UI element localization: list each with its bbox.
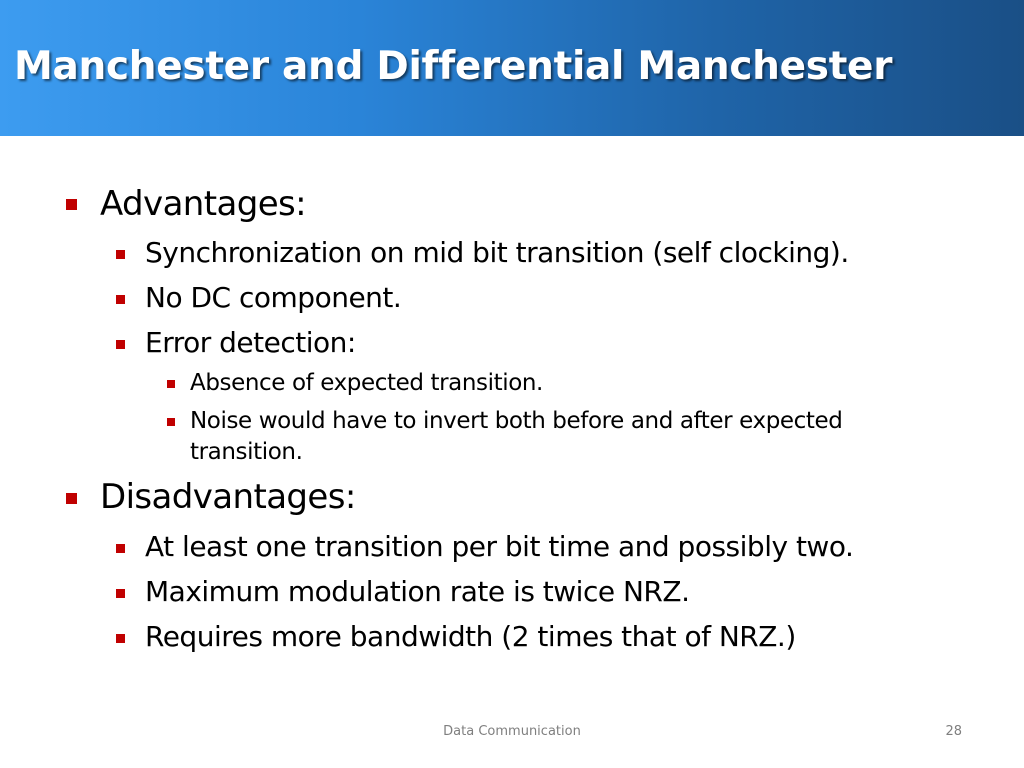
bullet-square-icon [116, 634, 125, 643]
bullet-square-icon [167, 380, 175, 388]
bullet-square-icon [66, 199, 77, 210]
bullet-square-icon [116, 340, 125, 349]
bullet-square-icon [116, 250, 125, 259]
footer-text: Data Communication [443, 724, 581, 739]
error-detection-item: Absence of expected transition. [190, 370, 543, 396]
advantages-heading: Advantages: [100, 184, 306, 224]
disadvantages-heading: Disadvantages: [100, 477, 356, 517]
bullet-square-icon [116, 544, 125, 553]
disadvantage-item: Maximum modulation rate is twice NRZ. [145, 575, 690, 608]
bullet-square-icon [167, 418, 175, 426]
advantage-item: No DC component. [145, 281, 402, 314]
page-number: 28 [945, 724, 962, 739]
advantage-item: Synchronization on mid bit transition (self clocking). [145, 236, 849, 269]
advantage-item: Error detection: [145, 326, 356, 359]
bullet-square-icon [66, 493, 77, 504]
bullet-square-icon [116, 295, 125, 304]
slide-title: Manchester and Differential Manchester [14, 44, 893, 89]
disadvantage-item: At least one transition per bit time and possibly two. [145, 530, 854, 563]
bullet-square-icon [116, 589, 125, 598]
disadvantage-item: Requires more bandwidth (2 times that of NRZ.) [145, 620, 796, 653]
error-detection-item: Noise would have to invert both before and after expected transition. [190, 408, 843, 465]
